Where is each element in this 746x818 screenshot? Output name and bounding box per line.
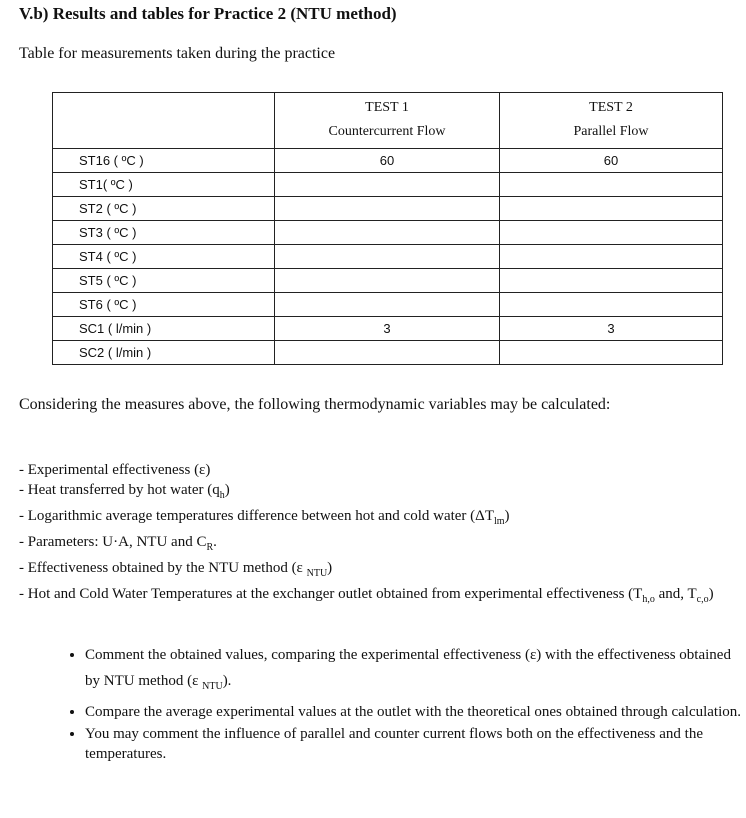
test1-value-cell xyxy=(275,269,500,293)
header-cell-test1 xyxy=(275,93,500,149)
row-label-cell: ST2 ( ºC ) xyxy=(53,197,275,221)
variable-item: - Parameters: U·A, NTU and $C_R$. xyxy=(19,534,217,553)
test2-value-cell xyxy=(500,269,723,293)
table-row xyxy=(53,173,723,197)
page-title: V.b) Results and tables for Practice 2 (NTU method) xyxy=(19,4,397,23)
table-row xyxy=(53,269,723,293)
measurements-table xyxy=(52,92,723,365)
test1-value-cell xyxy=(275,341,500,365)
row-label-cell: ST16 ( ºC ) xyxy=(53,149,275,173)
test1-value-cell xyxy=(275,221,500,245)
test2-value-cell xyxy=(500,221,723,245)
comment-item: • Compare the average experimental values at the outlet with the theoretical ones obtained through calculation. xyxy=(85,702,745,722)
test1-value-cell: 3 xyxy=(275,317,500,341)
variable-item: - Heat transferred by hot water $(q_h)$ xyxy=(19,482,230,501)
comment-item: • You may comment the influence of parallel and counter current flows both on the effectiveness and the temperatures. xyxy=(85,724,745,764)
test1-value-cell xyxy=(275,245,500,269)
header-cell-test2 xyxy=(500,93,723,149)
test1-value-cell xyxy=(275,173,500,197)
header-test2-flow: Parallel Flow xyxy=(573,124,649,139)
test1-value-cell xyxy=(275,293,500,317)
test1-value-cell: 60 xyxy=(275,149,500,173)
table-header-row xyxy=(53,93,723,149)
test2-value-cell: 60 xyxy=(500,149,723,173)
table-row xyxy=(53,293,723,317)
table-row xyxy=(53,245,723,269)
test2-value-cell xyxy=(500,245,723,269)
header-test2-label: TEST 2 xyxy=(589,100,633,115)
row-label-cell: ST3 ( ºC ) xyxy=(53,221,275,245)
test2-value-cell xyxy=(500,173,723,197)
variable-item: - Logarithmic average temperatures difference between hot and cold water $(\Delta T_{lm})$ xyxy=(19,508,510,527)
table-row xyxy=(53,197,723,221)
test1-value-cell xyxy=(275,197,500,221)
table-row xyxy=(53,221,723,245)
variable-item: - Effectiveness obtained by the NTU method (ε $_{NTU}$) xyxy=(19,560,333,579)
table-row xyxy=(53,317,723,341)
row-label-cell: ST1( ºC ) xyxy=(53,173,275,197)
test2-value-cell xyxy=(500,197,723,221)
comments-list xyxy=(60,642,745,766)
variable-item: - Experimental effectiveness (ε) xyxy=(19,462,211,478)
considering-text: Considering the measures above, the following thermodynamic variables may be calculated: xyxy=(19,396,611,413)
table-row xyxy=(53,149,723,173)
row-label-cell: SC1 ( l/min ) xyxy=(53,317,275,341)
variable-item: - Hot and Cold Water Temperatures at the exchanger outlet obtained from experimental effectiveness ($T_{h,o}$ and, $T_{c,o}$) xyxy=(19,586,714,605)
header-test1-flow: Countercurrent Flow xyxy=(328,124,446,139)
table-intro: Table for measurements taken during the practice xyxy=(19,45,336,62)
variables-list xyxy=(19,460,719,610)
table-row xyxy=(53,341,723,365)
test2-value-cell: 3 xyxy=(500,317,723,341)
header-test1-label: TEST 1 xyxy=(365,100,409,115)
row-label-cell: SC2 ( l/min ) xyxy=(53,341,275,365)
row-label-cell: ST5 ( ºC ) xyxy=(53,269,275,293)
header-cell-empty xyxy=(53,93,275,149)
row-label-cell: ST6 ( ºC ) xyxy=(53,293,275,317)
test2-value-cell xyxy=(500,341,723,365)
row-label-cell: ST4 ( ºC ) xyxy=(53,245,275,269)
comment-item: • Comment the obtained values, comparing the experimental effectiveness (ε) with the effectiveness obtained by NTU method (ε $_{NTU}$). xyxy=(85,642,745,700)
test2-value-cell xyxy=(500,293,723,317)
